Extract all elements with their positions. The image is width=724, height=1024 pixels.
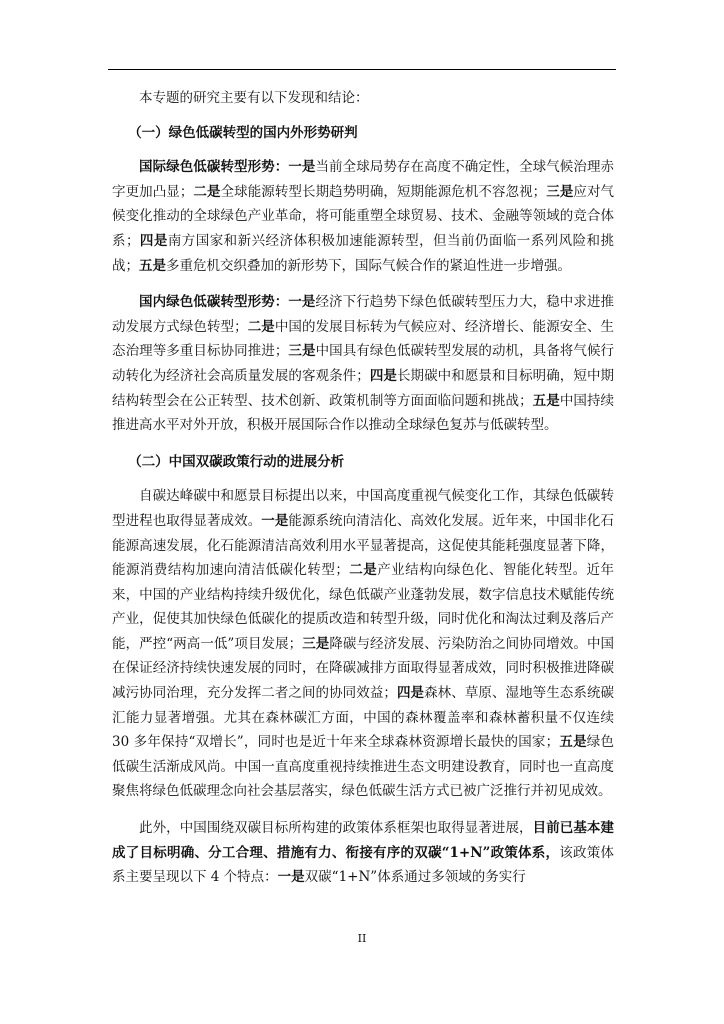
text-run: 多重危机交织叠加的新形势下，国际气候合作的紧迫性进一步增强。 [166,257,571,274]
page-number: II [357,932,367,945]
bold-run: 三是 [288,343,316,360]
bold-run: 二是 [193,183,221,200]
bold-run: 二是 [247,318,275,335]
text-run: 当前全球局势存在高度不确定性，全球气候治理赤字更加凸显； [112,159,615,200]
bold-run: 一是 [261,512,289,529]
header-rule [108,69,616,70]
bold-run: 二是 [348,562,378,579]
text-run: 降碳与经济发展、污染防治之间协同增效。中国在保证经济持续快速发展的同时，在降碳减排方面取得显著成效，同时积极推进降碳减污协同治理，充分发挥二者之间的协同效益； [112,635,615,702]
text-run: 中国具有绿色低碳转型发展的动机，具备将气候行动转化为经济社会高质量发展的客观条件； [112,343,615,384]
bold-run: 五是 [559,734,587,751]
text-run: 此外，中国围绕双碳目标所构建的政策体系框架也取得显著进展， [139,820,533,837]
document-body [112,86,614,890]
bold-run: 一是 [288,159,316,176]
bold-run: 三是 [546,183,574,200]
bold-run: 目前已基本建成了目标明确、分工合理、措施有力、衔接有序的双碳“1+N”政策体系， [112,820,615,861]
section-1-paragraph-1 [112,155,614,278]
text-run: 长期碳中和愿景和目标明确，短中期结构转型会在公正转型、技术创新、政策机制等方面面临问题和挑战； [112,367,615,409]
text-run: 应对气候变化推动的全球绿色产业革命，将可能重塑全球贸易、技术、金融等领域的竞合体系； [112,183,615,249]
section-1-paragraph-2 [112,290,614,438]
bold-run: 四是 [396,685,425,702]
text-run: 该政策体系主要呈现以下 4 个特点： [112,844,615,886]
bold-run: 四是 [369,367,397,384]
text-run: 能源系统向清洁化、高效化发展。近年来，中国非化石能源高速发展，化石能源清洁高效利用水平显著提高，这促使其能耗强度显著下降，能源消费结构加速向清洁低碳化转型； [112,512,615,579]
text-run: 森林、草原、湿地等生态系统碳汇能力显著增强。尤其在森林碳汇方面，中国的森林覆盖率和森林蓄积量不仅连续 30 多年保持“双增长”，同时也是近十年来全球森林资源增长最快的国家； [112,685,615,751]
text-run: 南方国家和新兴经济体积极加速能源转型，但当前仍面临一系列风险和挑战； [112,232,615,274]
bold-run: 三是 [302,635,330,652]
section-2-title: （二）中国双碳政策行动的进展分析 [128,453,345,470]
section-1-title: （一）绿色低碳转型的国内外形势研判 [128,124,358,141]
bold-run: 国际绿色低碳转型形势： [139,159,289,176]
intro-paragraph: 本专题的研究主要有以下发现和结论： [139,90,369,106]
section-2-paragraph-2 [112,816,614,890]
text-run: 中国的发展目标转为气候应对、经济增长、能源安全、生态治理等多重目标协同推进； [112,318,615,360]
bold-run: 国内绿色低碳转型形势： [139,294,289,311]
bold-run: 一是 [288,294,316,311]
bold-run: 五是 [139,257,166,274]
text-run: 经济下行趋势下绿色低碳转型压力大，稳中求进推动发展方式绿色转型； [112,294,615,335]
text-run: 自碳达峰碳中和愿景目标提出以来，中国高度重视气候变化工作，其绿色低碳转型进程也取得显著成效。 [112,488,614,529]
text-run: 绿色低碳生活渐成风尚。中国一直高度重视持续推进生态文明建设教育，同时也一直高度聚焦将绿色低碳理念向社会基层落实，绿色低碳生活方式已被广泛推行并初见成效。 [112,734,615,800]
bold-run: 五是 [532,392,560,409]
bold-run: 一是 [277,869,305,886]
text-run: 双碳“1+N”体系通过多领域的务实行 [304,869,526,886]
bold-run: 四是 [139,232,168,249]
section-2-paragraph-1 [112,484,614,804]
text-run: 全球能源转型长期趋势明确，短期能源危机不容忽视； [220,183,547,200]
text-run: 产业结构向绿色化、智能化转型。近年来，中国的产业结构持续升级优化，绿色低碳产业蓬勃发展，数字信息技术赋能传统产业，促使其加快绿色低碳化的提质改造和转型升级，同时优化和淘汰过剩及落后产能，严控“两高一低”项目发展； [112,562,615,652]
text-run: 中国持续推进高水平对外开放，积极开展国际合作以推动全球绿色复苏与低碳转型。 [112,392,615,434]
